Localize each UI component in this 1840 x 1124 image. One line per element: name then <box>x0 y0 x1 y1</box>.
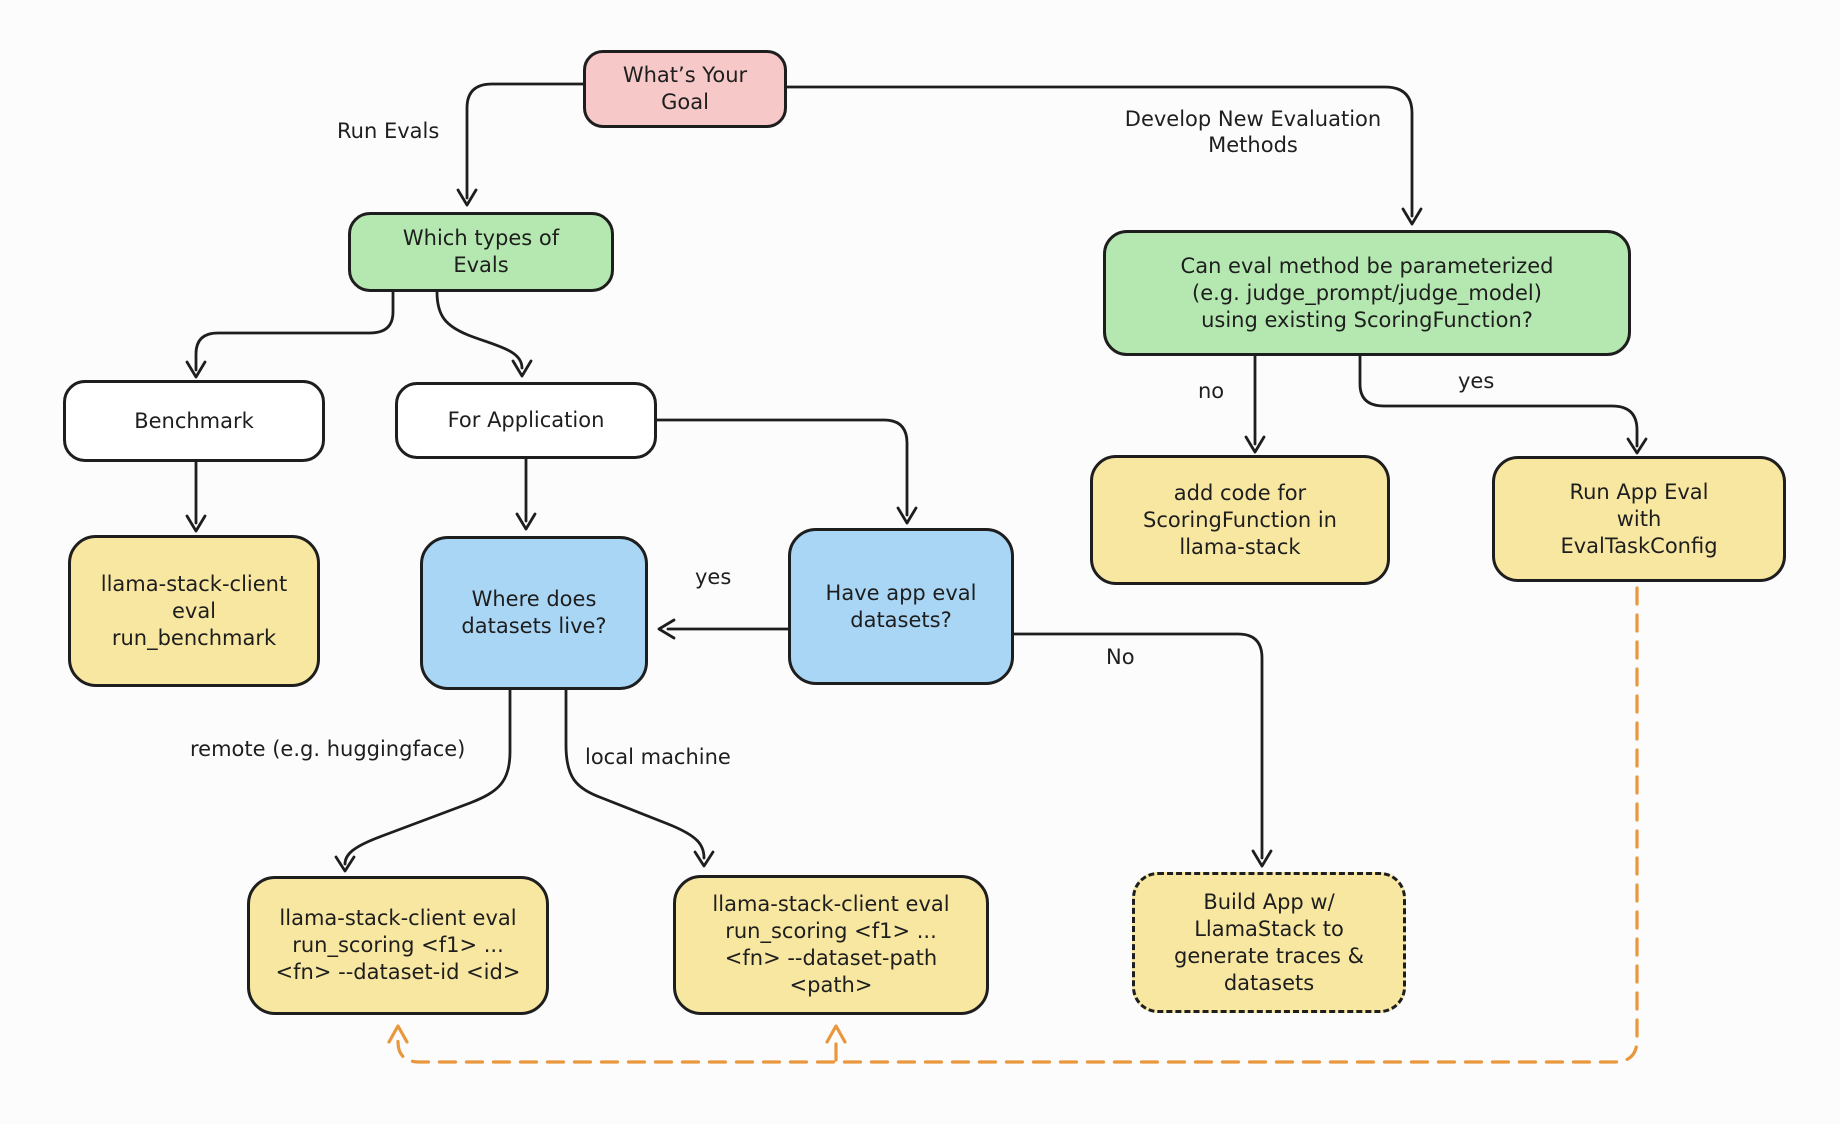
arrowhead-up-icon <box>827 1026 845 1042</box>
edge-goal-to-which-types <box>458 84 583 205</box>
edge-have-datasets-to-build-app-no <box>1014 634 1271 866</box>
edge-label-no-parameterized: no <box>1198 379 1225 403</box>
edge-which-types-to-for-application <box>437 292 531 376</box>
edge-have-datasets-to-where-datasets-yes <box>659 620 788 638</box>
edge-benchmark-to-run-benchmark-cmd <box>187 462 205 531</box>
node-run-scoring-dataset-id-command: llama-stack-client eval run_scoring <f1> ... <fn> --dataset-id <id> <box>247 876 549 1015</box>
edge-label-no-have-datasets: No <box>1106 645 1135 669</box>
edge-label-remote-huggingface: remote (e.g. huggingface) <box>190 737 466 761</box>
node-whats-your-goal: What’s Your Goal <box>583 50 787 128</box>
node-for-application: For Application <box>395 382 657 459</box>
node-build-app-with-llamastack: Build App w/ LlamaStack to generate traces & datasets <box>1132 872 1406 1013</box>
node-can-eval-method-be-parameterized: Can eval method be parameterized (e.g. judge_prompt/judge_model) using existing ScoringFunction? <box>1103 230 1631 356</box>
edge-label-develop-new-evaluation-methods: Develop New Evaluation Methods <box>1124 107 1382 157</box>
node-run-app-eval-with-evaltaskconfig: Run App Eval with EvalTaskConfig <box>1492 456 1786 582</box>
edge-label-yes-parameterized: yes <box>1458 369 1495 393</box>
node-where-does-datasets-live: Where does datasets live? <box>420 536 648 690</box>
edge-label-local-machine: local machine <box>585 745 731 769</box>
edge-label-yes-have-datasets: yes <box>695 565 732 589</box>
node-add-code-for-scoringfunction: add code for ScoringFunction in llama-stack <box>1090 455 1390 585</box>
edge-can-parameterized-to-run-app-eval-yes <box>1360 356 1646 453</box>
edge-which-types-to-benchmark <box>187 292 393 377</box>
node-run-benchmark-command: llama-stack-client eval run_benchmark <box>68 535 320 687</box>
edge-can-parameterized-to-add-code-no <box>1246 356 1264 452</box>
node-which-types-of-evals: Which types of Evals <box>348 212 614 292</box>
node-benchmark: Benchmark <box>63 380 325 462</box>
edge-label-run-evals: Run Evals <box>337 119 440 143</box>
edge-where-datasets-to-run-scoring-id-remote <box>336 690 510 871</box>
node-run-scoring-dataset-path-command: llama-stack-client eval run_scoring <f1> ... <fn> --dataset-path <path> <box>673 875 989 1015</box>
edge-for-application-to-have-datasets <box>657 420 916 523</box>
edge-for-application-to-where-datasets <box>517 459 535 529</box>
edge-where-datasets-to-run-scoring-path-local <box>566 690 713 866</box>
node-have-app-eval-datasets: Have app eval datasets? <box>788 528 1014 685</box>
